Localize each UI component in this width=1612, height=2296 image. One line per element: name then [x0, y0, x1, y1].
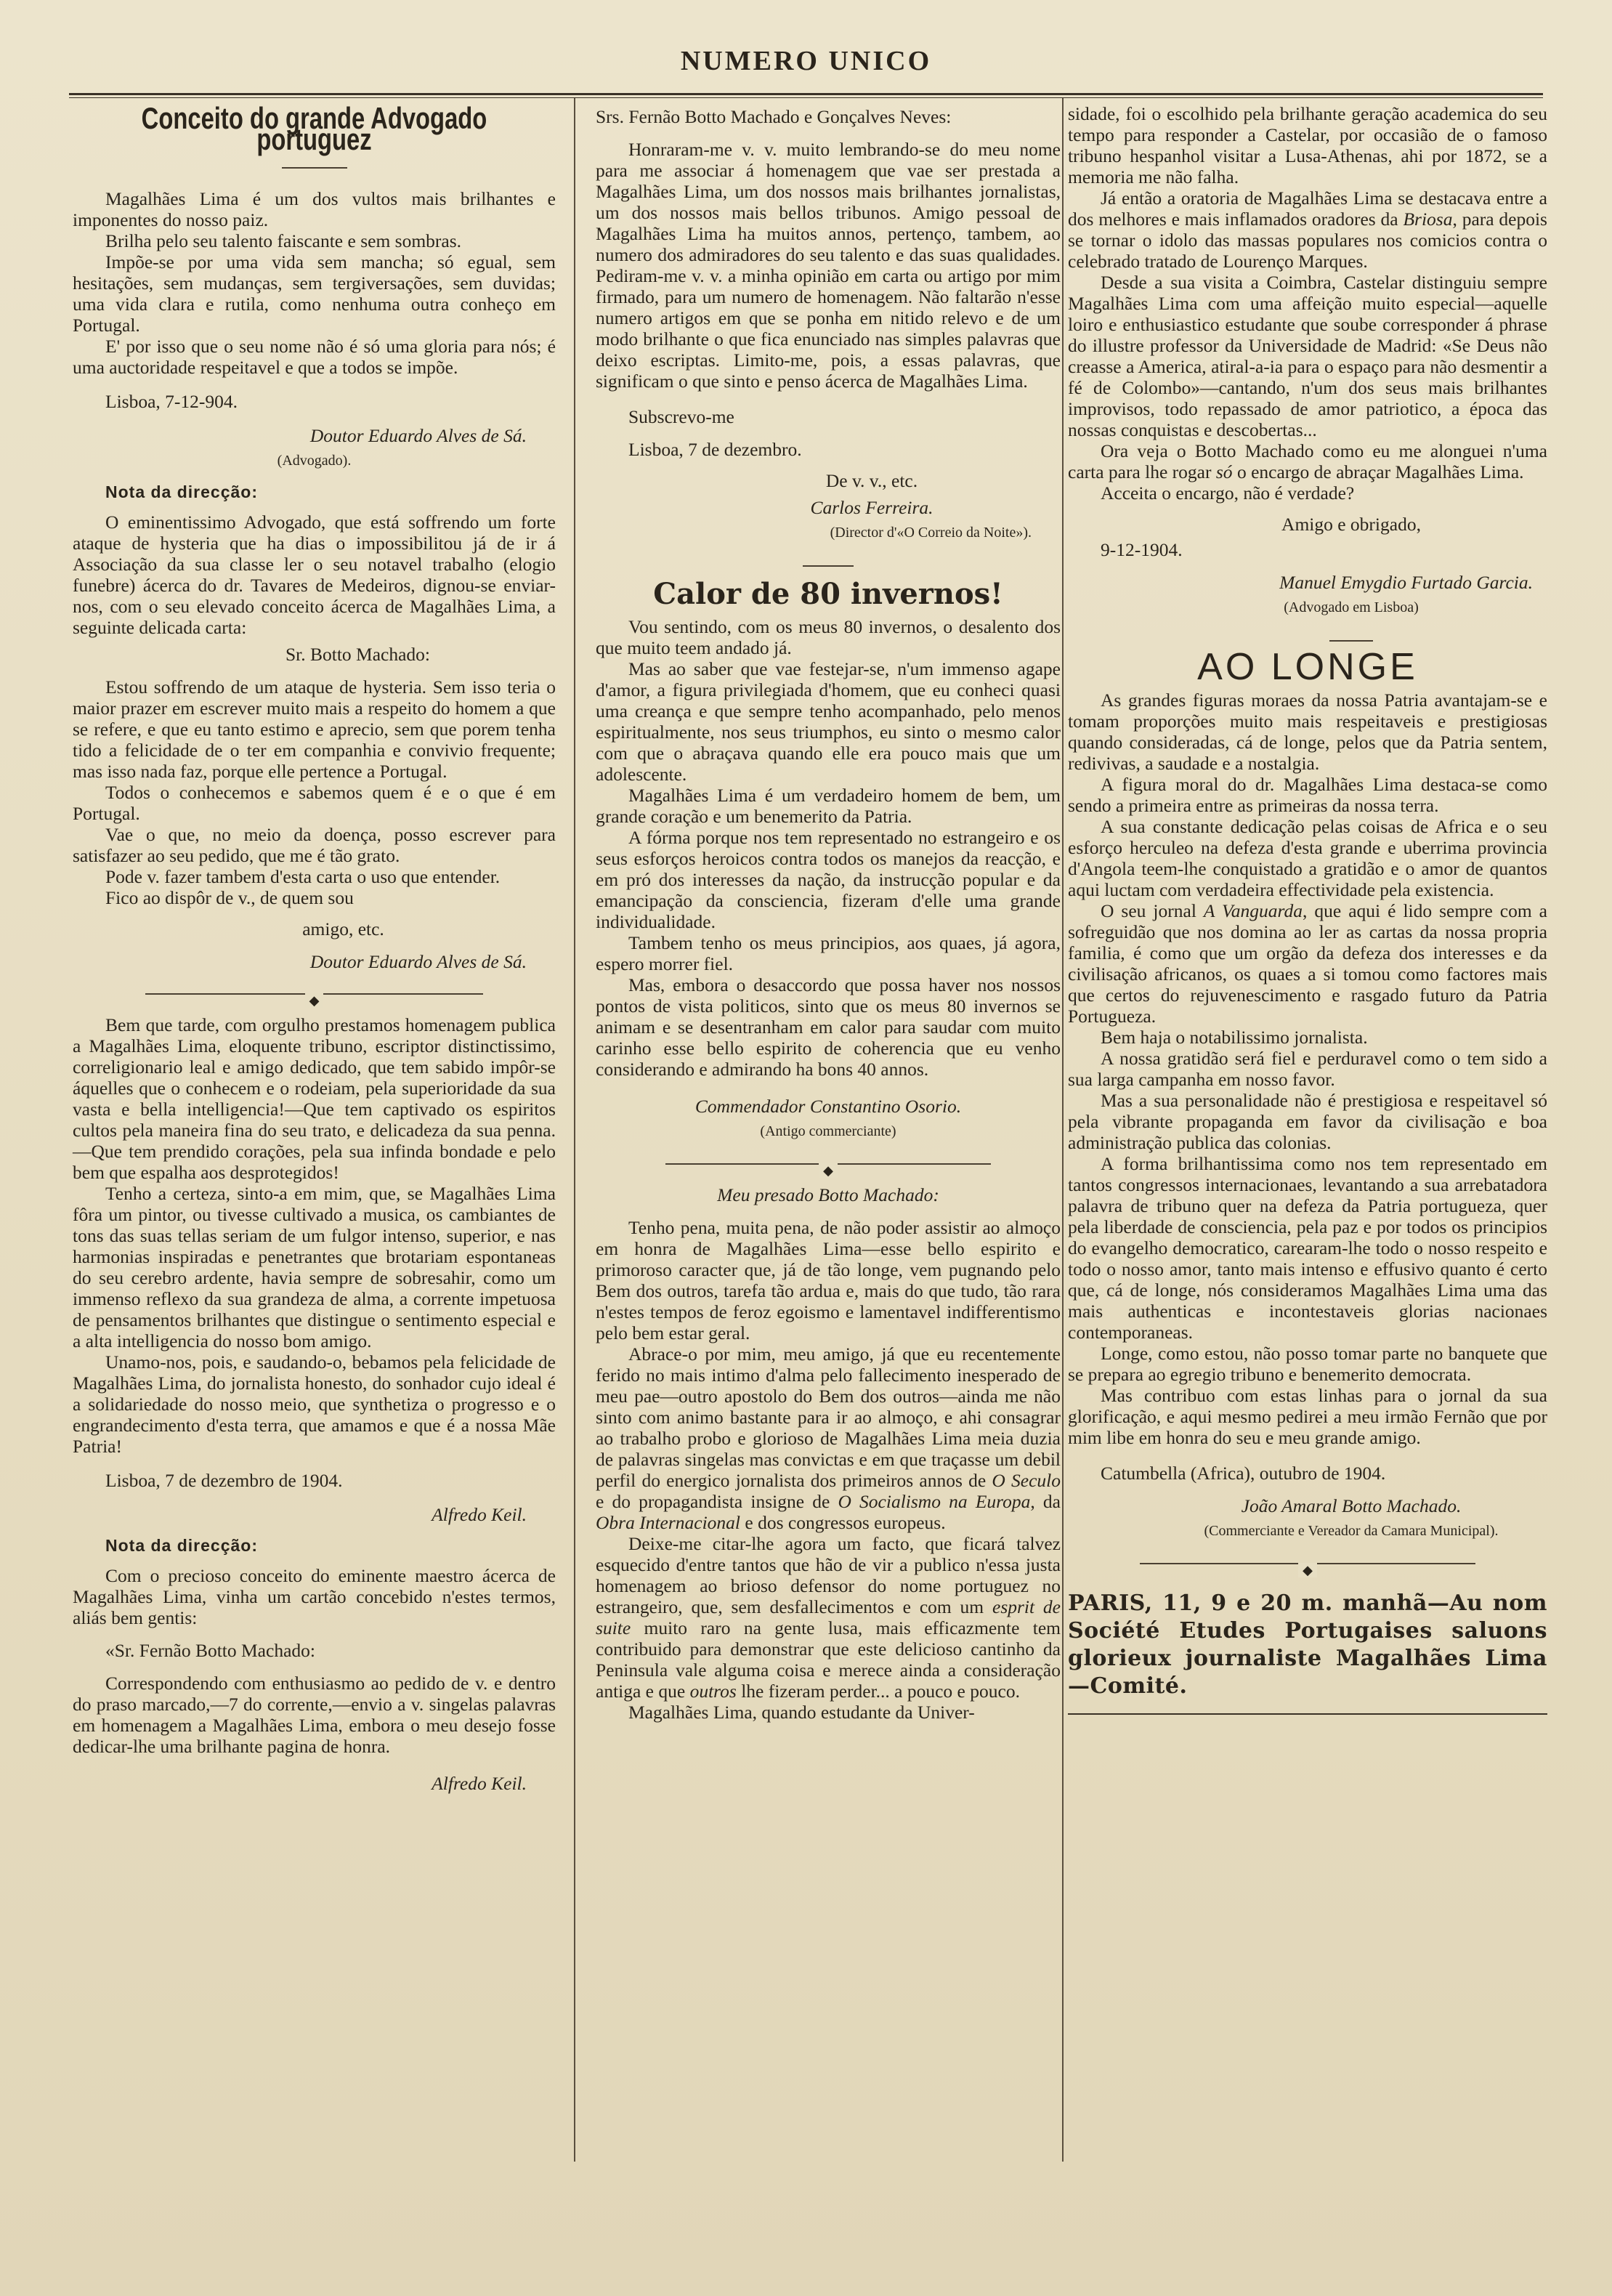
paragraph: Tambem tenho os meus principios, aos quaes, já agora, espero morrer fiel.	[596, 932, 1061, 974]
paragraph: Magalhães Lima, quando estudante da Univer-	[628, 1702, 975, 1723]
signature-title: (Antigo commerciante)	[760, 1123, 896, 1139]
dateline: 9-12-1904.	[1101, 539, 1183, 560]
paragraph: sidade, foi o escolhido pela brilhante geração academica do seu tempo para responder a Castelar, por occasião de o famoso tribuno hespanhol visitar a Lusa-Athenas, ahi por 1872, se a memoria me não falha.	[1068, 103, 1547, 187]
dateline: Lisboa, 7-12-904.	[105, 391, 238, 412]
paragraph: Mas ao saber que vae festejar-se, n'um immenso agape d'amor, a figura privilegiada d'homem, que eu conheci quasi uma creança e que sempre tenho acompanhado, pelo menos espiritualmente, nos seus triumphos, eu sinto o mesmo calor com que o abraçava quando elle era pouco mais que um adolescente.	[596, 658, 1061, 785]
paragraph: Acceita o encargo, não é verdade?	[1101, 482, 1355, 504]
ornament-divider: ◆	[73, 988, 556, 998]
signature: Alfredo Keil.	[432, 1504, 527, 1525]
paragraph: Mas, embora o desaccordo que possa haver nos nossos pontos de vista politicos, sinto que os meus 80 invernos se animam e se desentranham em calor para saudar com muito carinho esse bello espirito de coherencia que eu venho considerando e admirando ha bons 40 annos.	[596, 974, 1061, 1080]
column-divider	[574, 98, 575, 2162]
paragraph: Vou sentindo, com os meus 80 invernos, o desalento dos que muito teem andado já.	[596, 616, 1061, 658]
signature: Doutor Eduardo Alves de Sá.	[309, 951, 527, 972]
masthead: NUMERO UNICO	[680, 46, 932, 76]
telegram-notice: PARIS, 11, 9 e 20 m. manhã—Au nom Société Etudes Portugaises saluons glorieux journaliste Magalhães Lima—Comité.	[1068, 1590, 1547, 1699]
ornament-divider: ◆	[596, 1158, 1061, 1168]
editor-note-heading: Nota da direcção:	[105, 482, 258, 501]
paragraph: A fórma porque nos tem representado no estrangeiro e os seus esforços heroicos contra todos os manejos da reacção, e em pró dos interesses da nação, da instrucção popular e da emancipação da consciencia, fizeram d'elle uma grande individualidade.	[596, 827, 1061, 932]
paragraph: Bem haja o notabilissimo jornalista.	[1101, 1027, 1368, 1048]
paragraph: Tenho pena, muita pena, de não poder assistir ao almoço em honra de Magalhães Lima—esse bello espirito e primoroso caracter que, já de tão longe, vem pugnando pelo Bem dos outros, tarefa tão ardua e, mais do que tudo, tão rara n'estes tempos de feroz egoismo e lamentavel indifferentismo pelo bem estar geral.	[596, 1217, 1061, 1343]
signature-title: (Commerciante e Vereador da Camara Municipal).	[1204, 1523, 1499, 1539]
signature: Commendador Constantino Osorio.	[694, 1096, 962, 1117]
paragraph: A nossa gratidão será fiel e perduravel como o tem sido a sua larga campanha em nosso favor.	[1068, 1048, 1547, 1090]
column-3	[1068, 103, 1547, 1715]
dateline: Lisboa, 7 de dezembro.	[628, 439, 802, 460]
editor-note-heading: Nota da direcção:	[105, 1536, 258, 1555]
paragraph: Longe, como estou, não posso tomar parte no banquete que se prepara ao egregio tribuno e benemerito democrata.	[1068, 1343, 1547, 1385]
paragraph: Bem que tarde, com orgulho prestamos homenagem publica a Magalhães Lima, eloquente tribuno, escriptor distinctissimo, correligionario leal e amigo dedicado, que tem sabido impôr-se áquelles que o conhecem e o rodeiam, pela superioridade da sua vasta e bella intelligencia!—Que tem captivado os espiritos cultos pela maneira fina do seu trato, e delicadeza da sua penna.—Que tem prendido corações, pela sua infinda bondade e pelo bem que espalha aos desprotegidos!	[73, 1014, 556, 1183]
salutation: Meu presado Botto Machado:	[717, 1184, 939, 1205]
signature: Doutor Eduardo Alves de Sá.	[309, 425, 527, 446]
paragraph: Magalhães Lima é um dos vultos mais brilhantes e imponentes do nosso paiz.	[73, 188, 556, 230]
paragraph: O eminentissimo Advogado, que está soffrendo um forte ataque de hysteria que ha dias o impossibilitou já de ir á Associação da sua classe ler o seu notavel trabalho (elogio funebre) ácerca do dr. Tavares de Medeiros, dignou-se enviar-nos, com o seu elevado conceito ácerca de Magalhães Lima, a seguinte delicada carta:	[73, 512, 556, 638]
paragraph: A forma brilhantissima como nos tem representado em tantos congressos internacionaes, levantando a sua arrebatadora palavra de tribuno quer na defeza da Patria portugueza, quer pela liberdade de consciencia, pela paz e por todos os principios do evangelho democratico, carearam-lhe todo o nosso respeito e todo o nosso amor, tanto mais intenso e effusivo quanto é certo que, cá de longe, nós consideramos Magalhães Lima uma das mais authenticas e incontestaveis glorias nacionaes contemporaneas.	[1068, 1153, 1547, 1343]
column-2	[596, 103, 1061, 1723]
dateline: Catumbella (Africa), outubro de 1904.	[1101, 1463, 1386, 1484]
paragraph: Estou soffrendo de um ataque de hysteria. Sem isso teria o maior prazer em escrever muito mais a respeito do homem a que se refere, e que eu tanto estimo e aprecio, sem que porem tenha tido a felicidade de o ter em companhia e convivio frequente; mas isso nada faz, porque elle pertence a Portugal.	[73, 676, 556, 782]
dateline: Lisboa, 7 de dezembro de 1904.	[105, 1470, 343, 1491]
article-headline: Conceito do grande Advogado portuguez	[141, 101, 487, 156]
signature: Alfredo Keil.	[432, 1773, 527, 1794]
separator	[596, 554, 1061, 575]
paragraph: E' por isso que o seu nome não é só uma gloria para nós; é uma auctoridade respeitavel e que a todos se impõe.	[73, 336, 556, 378]
closing: amigo, etc.	[302, 918, 384, 939]
salutation: Sr. Botto Machado:	[285, 644, 431, 665]
paragraph: As grandes figuras moraes da nossa Patria avantajam-se e tomam proporções muito mais respeitaveis e prestigiosas quando consideradas, cá de longe, pelos que da Patria sentem, redivivas, a saudade e a nostalgia.	[1068, 690, 1547, 774]
paragraph: Ora veja o Botto Machado como eu me alonguei n'uma carta para lhe rogar só o encargo de abraçar Magalhães Lima.	[1068, 440, 1547, 482]
signature: Carlos Ferreira.	[810, 497, 933, 518]
paragraph: Unamo-nos, pois, e saudando-o, bebamos pela felicidade de Magalhães Lima, do jornalista honesto, do sonhador cujo ideal é a solidariedade do nosso meio, que synthetiza o progresso e o engrandecimento d'esta terra, que amamos e que é a nossa Mãe Patria!	[73, 1351, 556, 1457]
closing: Subscrevo-me	[628, 406, 734, 427]
column-divider	[1062, 98, 1064, 2162]
paragraph: Tenho a certeza, sinto-a em mim, que, se Magalhães Lima fôra um pintor, ou tivesse cultivado a musica, os cambiantes de tons das suas tellas seriam de um fulgor intenso, superior, e nas harmonias inspiradas e penetrantes que brotariam espontaneas do seu cerebro ardente, havia sempre de sobresahir, como um immenso reflexo da sua grandeza de alma, a corrente impetuosa de pensamentos brilhantes que distingue o sentimento especial e a alta intelligencia do nosso bom amigo.	[73, 1183, 556, 1351]
closing: De v. v., etc.	[825, 470, 918, 491]
signature-title: (Director d'«O Correio da Noite»).	[830, 525, 1032, 541]
paragraph: Com o precioso conceito do eminente maestro ácerca de Magalhães Lima, vinha um cartão concebido n'estes termos, aliás bem gentis:	[73, 1565, 556, 1628]
paragraph: Abrace-o por mim, meu amigo, já que eu recentemente ferido no mais intimo d'alma pelo fallecimento inesperado de meu pae—outro apostolo do Bem dos outros—ainda me não sinto com animo bastante para ir ao almoço, e ahi consagrar ao trabalho probo e glorioso de Magalhães Lima meia duzia de palavras singelas mas convictas e em que traçasse um debil perfil do energico jornalista dos primeiros annos de O Seculo e do propagandista insigne de O Socialismo na Europa, da Obra Internacional e dos congressos europeus.	[596, 1343, 1061, 1533]
separator	[73, 155, 556, 177]
paragraph: Fico ao dispôr de v., de quem sou	[105, 887, 354, 908]
salutation: Srs. Fernão Botto Machado e Gonçalves Neves:	[596, 106, 952, 127]
signature-title: (Advogado).	[277, 453, 352, 469]
paragraph: Correspondendo com enthusiasmo ao pedido de v. e dentro do praso marcado,—7 do corrente,—envio a v. singelas palavras em homenagem a Magalhães Lima, embora o meu desejo fosse dedicar-lhe uma brilhante pagina de honra.	[73, 1673, 556, 1757]
ornament-divider: ◆	[1068, 1558, 1547, 1568]
paragraph: Brilha pelo seu talento faiscante e sem sombras.	[105, 230, 462, 251]
closing: Amigo e obrigado,	[1281, 514, 1421, 535]
article-headline: Calor de 80 invernos!	[653, 577, 1003, 611]
paragraph: Magalhães Lima é um verdadeiro homem de bem, um grande coração e um benemerito da Patria.	[596, 785, 1061, 827]
paragraph: Mas a sua personalidade não é prestigiosa e respeitavel só pela vibrante propaganda em favor da civilisação e boa administração publica das colonias.	[1068, 1090, 1547, 1153]
paragraph: Mas contribuo com estas linhas para o jornal da sua glorificação, e aqui mesmo pedirei a meu irmão Fernão que por mim libe em honra do seu e meu grande amigo.	[1068, 1385, 1547, 1448]
paragraph: Todos o conhecemos e sabemos quem é e o que é em Portugal.	[73, 782, 556, 824]
paragraph: A figura moral do dr. Magalhães Lima destaca-se como sendo a primeira entre as primeiras da nossa terra.	[1068, 774, 1547, 816]
paragraph: Deixe-me citar-lhe agora um facto, que ficará talvez esquecido d'entre tantos que hão de vir a publico n'essa justa homenagem ao brioso defensor do nome portuguez no estrangeiro, que, sem desfallecimentos e com um esprit de suite muito raro na gente lusa, mais efficazmente tem contribuido para demonstrar que este delicioso cantinho da Peninsula vale alguma coisa e merece ainda a consideração antiga e que outros lhe fizeram perder... a pouco e pouco.	[596, 1533, 1061, 1702]
article-headline: AO LONGE	[1197, 646, 1418, 688]
paragraph: Já então a oratoria de Magalhães Lima se destacava entre a dos melhores e mais inflamados oradores da Briosa, para depois se tornar o idolo das massas populares nos comicios contra o celebrado tratado de Lourenço Marques.	[1068, 187, 1547, 272]
paragraph: O seu jornal A Vanguarda, que aqui é lido sempre com a sofreguidão que nos domina ao ler as cartas da nossa propria familia, é como que um orgão da defeza dos interesses e da civilisação africanos, os quaes a si tomou como factores mais que certos do rejuvenescimento e rasgado futuro da Patria Portugueza.	[1068, 900, 1547, 1027]
paragraph: Desde a sua visita a Coimbra, Castelar distinguiu sempre Magalhães Lima com uma affeição muito especial—aquelle loiro e enthusiastico estudante que soube corresponder á phrase do illustre professor da Universidade de Madrid: «Se Deus não creasse a America, atiral-a-ia para o espaço para não desmentir a fé de Colombo»—cantando, n'um dos seus mais brilhantes improvisos, todo repassado de amor patriotico, a época das nossas conquistas e descobertas...	[1068, 272, 1547, 440]
column-1	[73, 103, 556, 1798]
paragraph: Pode v. fazer tambem d'esta carta o uso que entender.	[105, 866, 501, 887]
paragraph: Impõe-se por uma vida sem mancha; só egual, sem hesitações, sem mudanças, sem tergiversações, sem duvidas; uma vida clara e rutila, como nenhuma outra conheço em Portugal.	[73, 251, 556, 336]
paragraph: Vae o que, no meio da doença, posso escrever para satisfazer ao seu pedido, que me é tão grato.	[73, 824, 556, 866]
paragraph: A sua constante dedicação pelas coisas de Africa e o seu esforço herculeo na defeza d'esta grande e uberrima provincia d'Angola teem-lhe conquistado a gratidão e o amor de quantos aqui luctam com verdadeira effectividade pela existencia.	[1068, 816, 1547, 900]
signature-title: (Advogado em Lisboa)	[1284, 599, 1419, 615]
masthead-rule	[69, 93, 1543, 98]
salutation: «Sr. Fernão Botto Machado:	[105, 1640, 315, 1661]
paragraph: Honraram-me v. v. muito lembrando-se do meu nome para me associar á homenagem que vae ser prestada a Magalhães Lima, um dos nossos mais brilhantes jornalistas, um dos nossos mais bellos tribunos. Amigo pessoal de Magalhães Lima ha muitos annos, pertenço, tambem, ao numero dos admiradores do seu talento e das suas qualidades. Pediram-me v. v. a minha opinião em carta ou artigo por mim firmado, para um numero de homenagem. Não faltarão n'esse numero artigos em que se ponha em nitido relevo e de um modo brilhante o que fica enunciado nas simples palavras que deixo escriptas. Limito-me, pois, a essas palavras, que significam o que sinto e penso ácerca de Magalhães Lima.	[596, 139, 1061, 392]
signature: João Amaral Botto Machado.	[1241, 1495, 1462, 1516]
signature: Manuel Emygdio Furtado Garcia.	[1279, 572, 1533, 593]
bottom-rule	[1068, 1713, 1547, 1715]
